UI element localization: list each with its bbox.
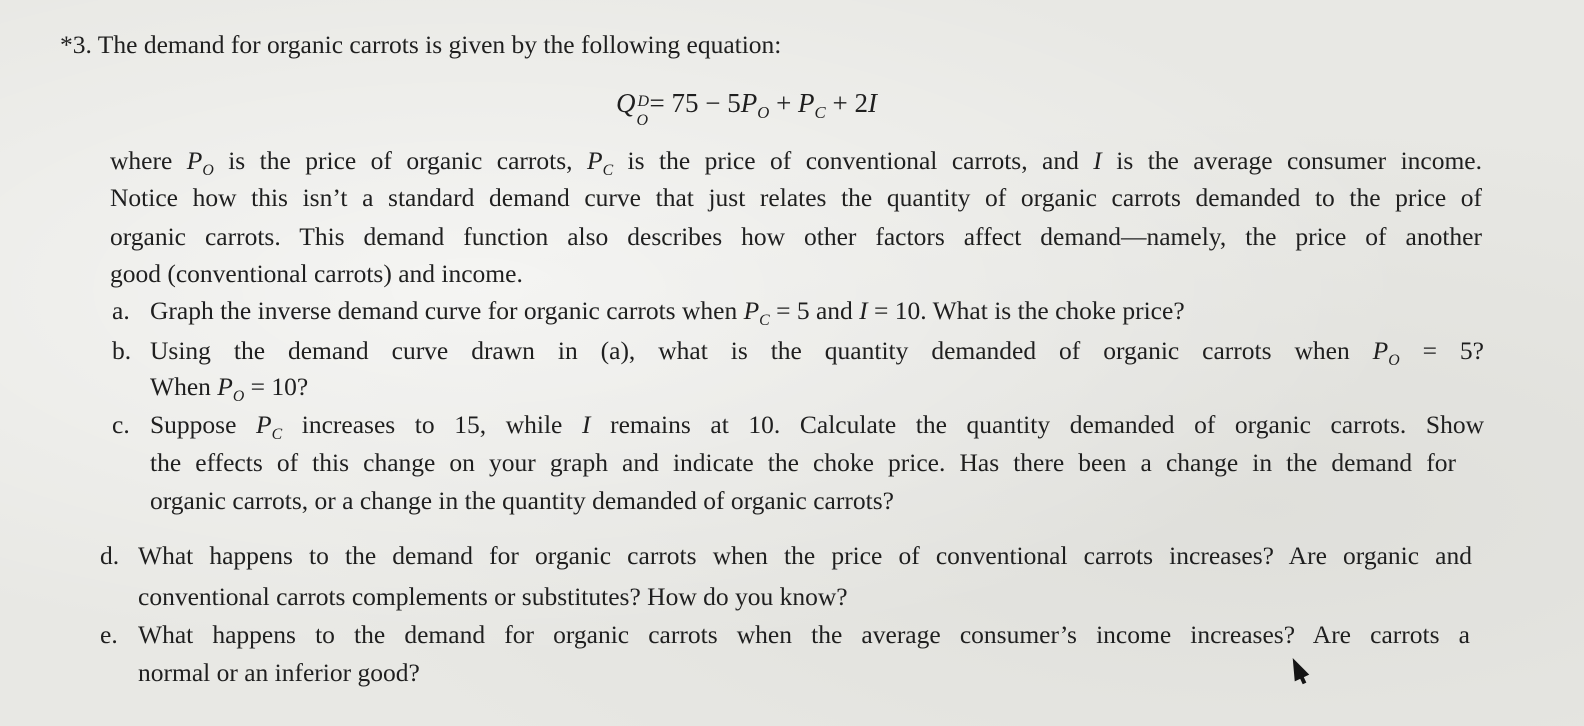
paragraph-line-1: where $P_O$ is the price of organic carrots, $P_C$ is the price of conventional carrots, and I is the average consumer income. [110, 146, 1483, 179]
part-c-text-2: the effects of this change on your graph and indicate the choke price. Has there been a change in the demand for [150, 448, 1456, 477]
paragraph-line-3: organic carrots. This demand function also describes how other factors affect demand—namely, the price of another [110, 222, 1482, 251]
part-e-text-1: What happens to the demand for organic carrots when the average consumer’s income increases? Are carrots a [138, 620, 1470, 649]
part-c-text-3: organic carrots, or a change in the quantity demanded of organic carrots? [150, 486, 894, 515]
arrow-pointer-icon [1285, 655, 1309, 682]
part-a-text: Graph the inverse demand curve for organic carrots when $P_C = 5$ and I = 10. What is the choke price? [150, 296, 1185, 329]
part-c-text-1: Suppose $P_C$ increases to 15, while I remains at 10. Calculate the quantity demanded of organic carrots. Show [150, 410, 1484, 443]
problem-number: *3. [60, 30, 92, 59]
part-d-text-2: conventional carrots complements or substitutes? How do you know? [138, 582, 848, 611]
part-e-text-2: normal or an inferior good? [138, 658, 420, 687]
problem-header [60, 30, 781, 60]
part-d-text-1: What happens to the demand for organic carrots when the price of conventional carrots increases? Are organic and [138, 541, 1472, 570]
paragraph-line-2: Notice how this isn’t a standard demand curve that just relates the quantity of organic carrots demanded to the price of [110, 183, 1482, 212]
part-b-text-1: Using the demand curve drawn in (a), what is the quantity demanded of organic carrots when $P_O = 5$? [150, 336, 1485, 369]
part-b-label: b. [112, 336, 132, 365]
part-a-label: a. [112, 296, 130, 325]
part-e-label: e. [100, 620, 118, 649]
part-d-label: d. [100, 541, 120, 570]
problem-stem: The demand for organic carrots is given by the following equation: [97, 30, 782, 59]
part-c-label: c. [112, 410, 130, 439]
paragraph-line-4: good (conventional carrots) and income. [110, 259, 523, 288]
part-b-text-2: When $P_O = 10$? [150, 372, 309, 405]
demand-equation: Q D O = $75 - 5P_O + P_C + 2I$ [616, 88, 877, 129]
